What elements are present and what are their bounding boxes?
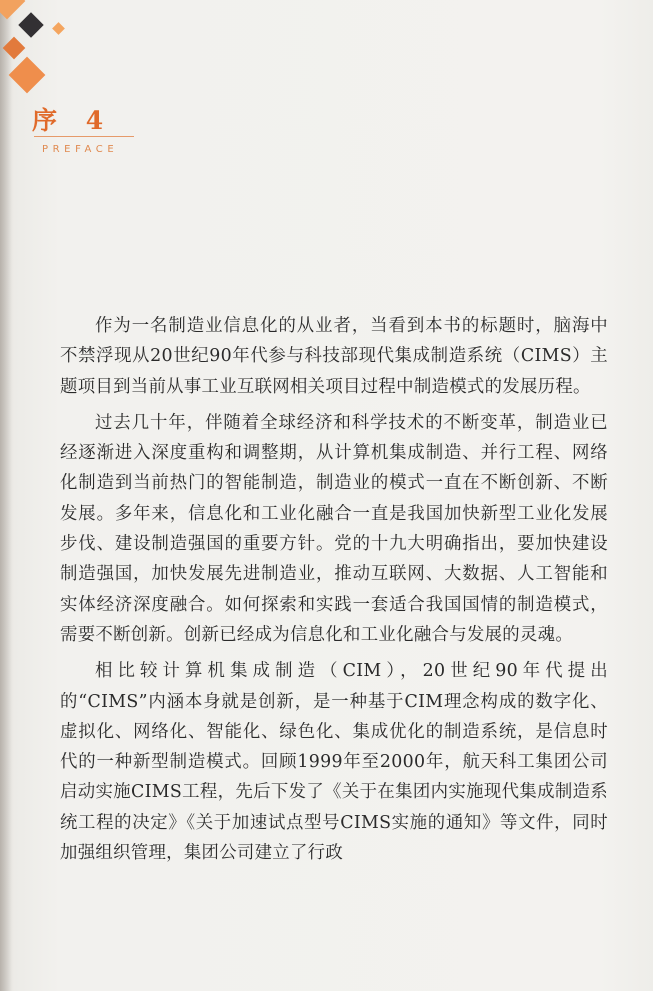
diamond-orange-medium-icon bbox=[9, 57, 46, 94]
page-subtitle: PREFACE bbox=[42, 144, 119, 155]
paragraph-3: 相比较计算机集成制造（CIM），20世纪90年代提出的“CIMS”内涵本身就是创新，是一种基于CIM理念构成的数字化、虚拟化、网络化、智能化、绿色化、集成优化的制造系统，是信息时代的一种新型制造模式。回顾1999年至2000年，航天科工集团公司启动实施CIMS工程，先后下发了《关于在集团内实施现代集成制造系统工程的决定》《关于加速试点型号CIMS实施的通知》等文件，同时加强组织管理，集团公司建立了行政 bbox=[60, 661, 608, 864]
page-gutter-shadow bbox=[0, 0, 12, 991]
diamond-orange-large-icon bbox=[0, 0, 25, 19]
diamond-orange-tiny-icon bbox=[52, 22, 65, 35]
diamond-dark-icon bbox=[18, 12, 43, 37]
paragraph-1: 作为一名制造业信息化的从业者，当看到本书的标题时，脑海中不禁浮现从20世纪90年代参与科技部现代集成制造系统（CIMS）主题项目到当前从事工业互联网相关项目过程中制造模式的发展历程。 bbox=[60, 316, 608, 397]
title-divider bbox=[34, 136, 134, 137]
page-title: 序 4 bbox=[32, 106, 114, 135]
paragraph-2: 过去几十年，伴随着全球经济和科学技术的不断变革，制造业已经逐渐进入深度重构和调整期，从计算机集成制造、并行工程、网络化制造到当前热门的智能制造，制造业的模式一直在不断创新、不断发展。多年来，信息化和工业化融合一直是我国加快新型工业化发展步伐、建设制造强国的重要方针。党的十九大明确指出，要加快建设制造强国，加快发展先进制造业，推动互联网、大数据、人工智能和实体经济深度融合。如何探索和实践一套适合我国国情的制造模式，需要不断创新。创新已经成为信息化和工业化融合与发展的灵魂。 bbox=[60, 412, 608, 645]
body-text bbox=[60, 311, 608, 868]
